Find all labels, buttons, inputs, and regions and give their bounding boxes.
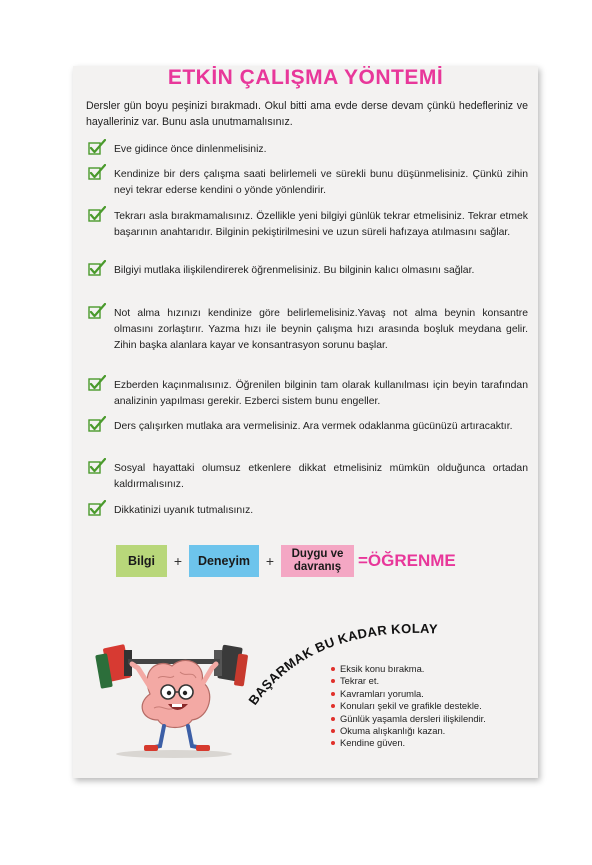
- list-item: [88, 167, 528, 199]
- check-box-icon: [88, 375, 106, 391]
- tip-item: [331, 737, 486, 749]
- tip-item: [331, 725, 486, 737]
- list-item: [88, 142, 528, 158]
- bullet-icon: [331, 679, 335, 683]
- check-box-icon: [88, 139, 106, 155]
- check-box-icon: [88, 303, 106, 319]
- bullet-icon: [331, 692, 335, 696]
- tip-text: Kendine güven.: [340, 737, 406, 749]
- intro-text: Dersler gün boyu peşinizi bırakmadı. Okul bitti ama evde derse devam çünkü hedefleriniz ve hayalleriniz var. Bunu asla unutmamalısınız.: [86, 100, 528, 128]
- tip-item: [331, 713, 486, 725]
- plus-sign: +: [173, 553, 183, 569]
- bullet-icon: [331, 667, 335, 671]
- plus-sign: +: [265, 553, 275, 569]
- item-text: Tekrarı asla bırakmamalısınız. Özellikle yeni bilgiyi günlük tekrar etmelisiniz. Tekrar etmek başarının anahtarıdır. Bilginin pekiştirilmesini ve uzun süreli hafızaya atılmasını sağlar.: [114, 211, 528, 238]
- item-text: Not alma hızınızı kendinize göre belirlemelisiniz.Yavaş not alma beynin konsantre olmasını zorlaştırır. Yazma hızı ile beynin çalışma hızı arasında boşluk meydana gelir. Zihin başka alanlara kayar ve konsantrasyon sorunu başlar.: [114, 308, 528, 351]
- tip-text: Eksik konu bırakma.: [340, 663, 425, 674]
- tip-item: [331, 700, 486, 712]
- bullet-icon: [331, 729, 335, 733]
- bullet-icon: [331, 717, 335, 721]
- formula-box-deneyim: Deneyim: [189, 545, 259, 577]
- bullet-icon: [331, 741, 335, 745]
- item-text: Bilgiyi mutlaka ilişkilendirerek öğrenmelisiniz. Bu bilginin kalıcı olmasını sağlar.: [114, 265, 475, 276]
- formula-box-duygu: [281, 545, 354, 577]
- item-text: Dikkatinizi uyanık tutmalısınız.: [114, 505, 254, 516]
- item-text: Ders çalışırken mutlaka ara vermelisiniz. Ara vermek odaklanma gücünüzü artıracaktır.: [114, 421, 513, 432]
- learning-formula: [116, 545, 456, 577]
- tip-text: Tekrar et.: [340, 675, 380, 687]
- formula-box-duygu-line2: davranış: [293, 561, 342, 573]
- page-title: ETKİN ÇALIŞMA YÖNTEMİ: [167, 66, 444, 89]
- tips-list: [331, 663, 486, 750]
- tip-text: Konuları şekil ve grafikle destekle.: [340, 700, 482, 712]
- bullet-icon: [331, 704, 335, 708]
- list-item: [88, 209, 528, 241]
- check-box-icon: [88, 206, 106, 222]
- check-box-icon: [88, 458, 106, 474]
- tip-text: Günlük yaşamla dersleri ilişkilendir.: [340, 712, 486, 724]
- check-box-icon: [88, 164, 106, 180]
- tip-text: Kavramları yorumla.: [340, 687, 424, 699]
- list-item: [88, 378, 528, 410]
- item-text: Eve gidince önce dinlenmelisiniz.: [114, 144, 267, 155]
- list-item: [88, 503, 528, 519]
- tip-item: [331, 688, 486, 700]
- item-text: Ezberden kaçınmalısınız. Öğrenilen bilginin tam olarak kullanılması için beyin tarafından analizinin yapılması gerekir. Ezberci sistem bunu engeller.: [114, 380, 528, 407]
- tip-text: Okuma alışkanlığı kazan.: [340, 725, 446, 737]
- check-box-icon: [88, 416, 106, 432]
- check-box-icon: [88, 260, 106, 276]
- item-text: Sosyal hayattaki olumsuz etkenlere dikkat etmelisiniz mümkün olduğunca ortadan kaldırmalısınız.: [114, 463, 528, 490]
- formula-result: =ÖĞRENME: [358, 551, 456, 570]
- tip-item: [331, 675, 486, 687]
- list-item: [88, 419, 528, 435]
- list-item: [88, 306, 528, 354]
- item-text: Kendinize bir ders çalışma saati belirlemeli ve sürekli bunu düşünmelisiniz. Çünkü zihin neyi tekrar ederse kendini o yönde yönlendirir.: [114, 169, 528, 196]
- list-item: [88, 461, 528, 493]
- brain-weightlifter-illustration: [88, 634, 248, 759]
- poster: [73, 66, 538, 778]
- check-box-icon: [88, 500, 106, 516]
- slogan-text: BAŞARMAK BU KADAR KOLAY: [245, 620, 439, 708]
- formula-box-duygu-line1: Duygu ve: [291, 548, 344, 560]
- formula-box-bilgi: Bilgi: [116, 545, 167, 577]
- tip-item: [331, 663, 486, 675]
- list-item: [88, 263, 528, 279]
